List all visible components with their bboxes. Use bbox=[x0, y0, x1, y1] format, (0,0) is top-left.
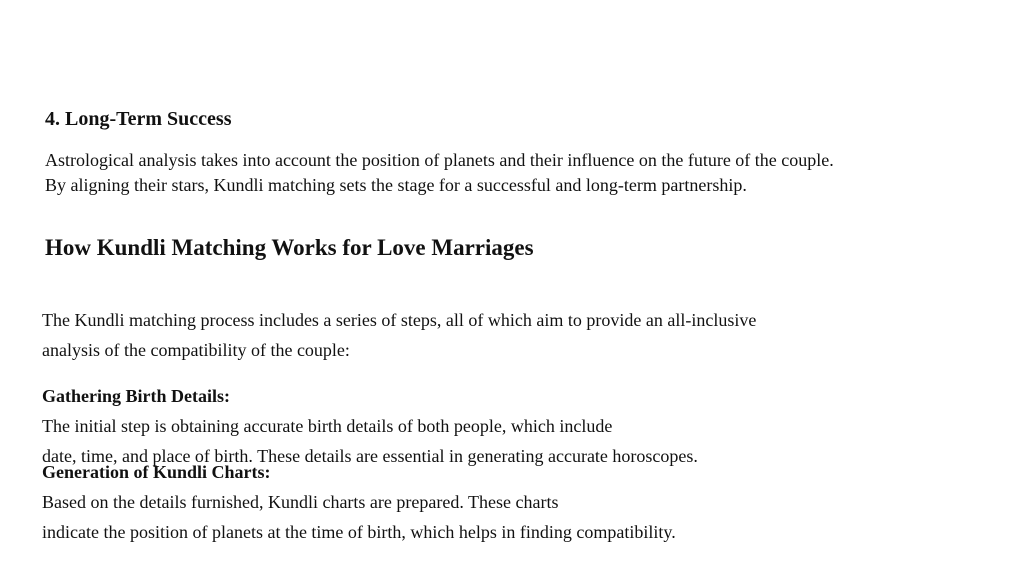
step-text-part-1: Based on the details furnished, Kundli charts are prepared. These charts bbox=[42, 492, 559, 512]
section-paragraph-line-2: By aligning their stars, Kundli matching sets the stage for a successful and long-term partnership. bbox=[45, 175, 747, 195]
step-line-2: date, time, and place of birth. These details are essential in generating accurate horoscopes. bbox=[42, 446, 698, 466]
step-text-part-1: The initial step is obtaining accurate birth details of both people, which include bbox=[42, 416, 613, 436]
main-title: How Kundli Matching Works for Love Marriages bbox=[45, 235, 534, 260]
intro-line-2: analysis of the compatibility of the couple: bbox=[42, 340, 350, 360]
step-line-2: indicate the position of planets at the time of birth, which helps in finding compatibility. bbox=[42, 522, 676, 542]
intro-line-1: The Kundli matching process includes a series of steps, all of which aim to provide an all-inclusive bbox=[42, 310, 757, 330]
section-paragraph bbox=[45, 148, 995, 198]
step-line-1 bbox=[42, 381, 972, 441]
section-paragraph-line-1: Astrological analysis takes into account the position of planets and their influence on the future of the couple. bbox=[45, 150, 834, 170]
step-line-1 bbox=[42, 457, 972, 517]
section-title: 4. Long-Term Success bbox=[45, 108, 232, 130]
step-label: Generation of Kundli Charts: bbox=[42, 462, 271, 482]
step-paragraph-kundli-charts bbox=[42, 457, 972, 547]
intro-paragraph bbox=[42, 305, 972, 365]
step-label: Gathering Birth Details: bbox=[42, 386, 230, 406]
